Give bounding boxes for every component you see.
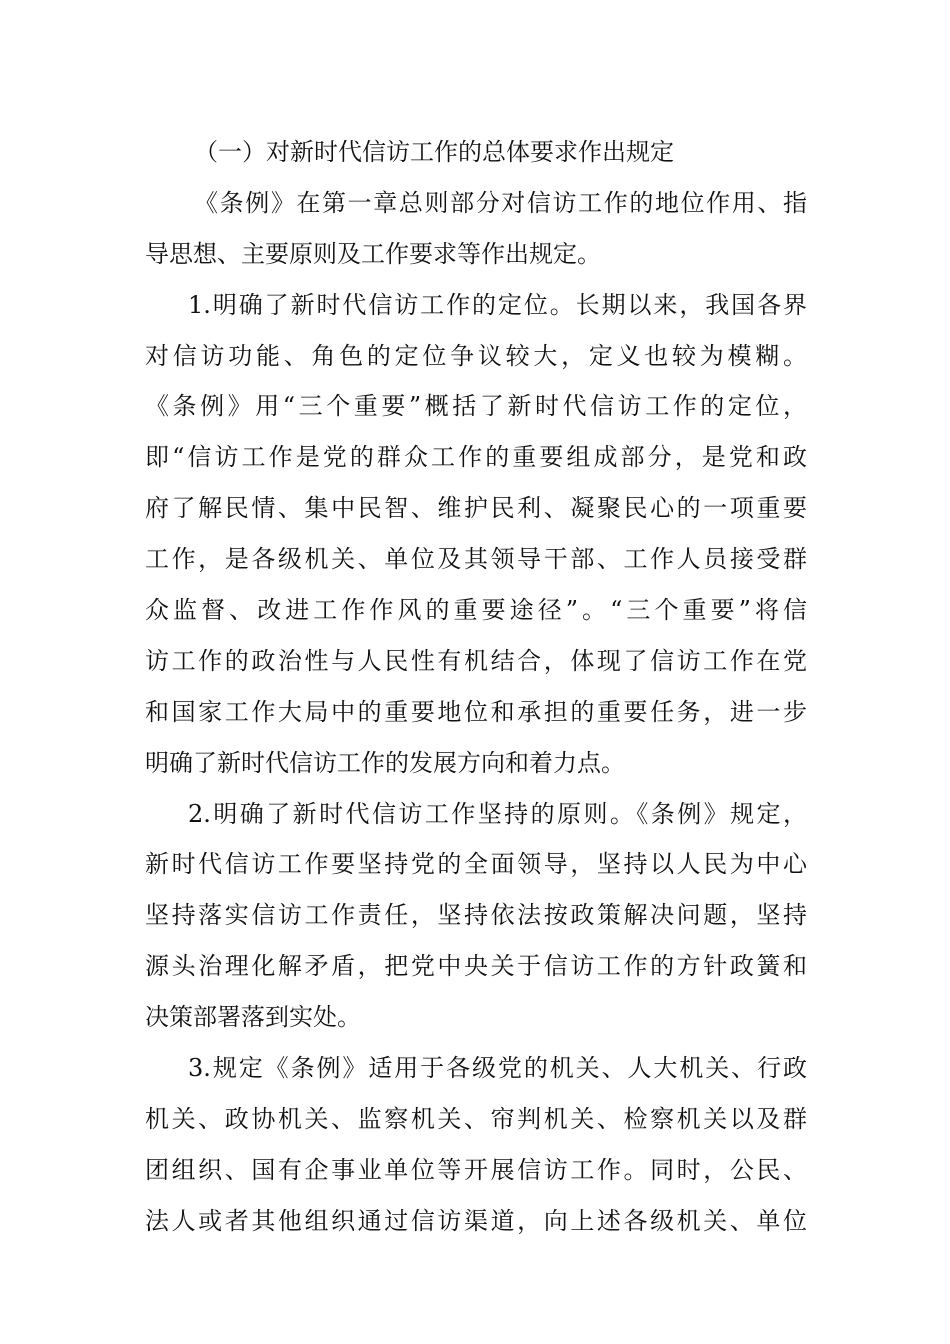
- text-line: 对信访功能、角色的定位争议较大，定义也较为模糊。: [145, 341, 807, 370]
- text-line: 决策部署落到实处。: [145, 1003, 361, 1032]
- text-line: 《条例》在第一章总则部分对信访工作的地位作用、指: [194, 188, 807, 217]
- text-line: 工作，是各级机关、单位及其领导干部、工作人员接受群: [145, 545, 807, 574]
- text-line: 导思想、主要原则及工作要求等作出规定。: [145, 239, 601, 268]
- document-body: [145, 127, 807, 1247]
- text-line: 坚持落实信访工作责任，坚持依法按政策解决问题，坚持: [145, 901, 807, 930]
- text-line: 众监督、改进工作作风的重要途径”。“三个重要”将信: [145, 596, 807, 625]
- text-line: 机关、政协机关、监察机关、帘判机关、检察机关以及群: [145, 1104, 807, 1133]
- text-line: 1.明确了新时代信访工作的定位。长期以来，我国各界: [188, 290, 807, 319]
- text-line: 和国家工作大局中的重要地位和承担的重要任务，进一步: [145, 697, 807, 726]
- text-line: 新时代信访工作要坚持党的全面领导，坚持以人民为中心: [145, 850, 807, 879]
- section-heading: （一）对新时代信访工作的总体要求作出规定: [194, 138, 674, 166]
- text-line: 《条例》用“三个重要”概括了新时代信访工作的定位，: [145, 392, 807, 421]
- text-line: 团组织、国有企事业单位等开展信访工作。同时，公民、: [145, 1155, 807, 1184]
- text-line: 府了解民情、集中民智、维护民利、凝聚民心的一项重要: [145, 494, 807, 523]
- text-line: 2.明确了新时代信访工作坚持的原则。《条例》规定，: [188, 799, 807, 828]
- text-line: 访工作的政治性与人民性有机结合，体现了信访工作在党: [145, 646, 807, 675]
- text-line: 即“信访工作是党的群众工作的重要组成部分，是党和政: [145, 443, 807, 472]
- text-line: 源头治理化解矛盾，把党中央关于信访工作的方针政簧和: [145, 952, 807, 981]
- text-line: 法人或者其他组织通过信访渠道，向上述各级机关、单位: [145, 1206, 807, 1235]
- text-line: 3.规定《条例》适用于各级党的机关、人大机关、行政: [188, 1054, 807, 1083]
- text-line: 明确了新时代信访工作的发展方向和着力点。: [145, 748, 625, 777]
